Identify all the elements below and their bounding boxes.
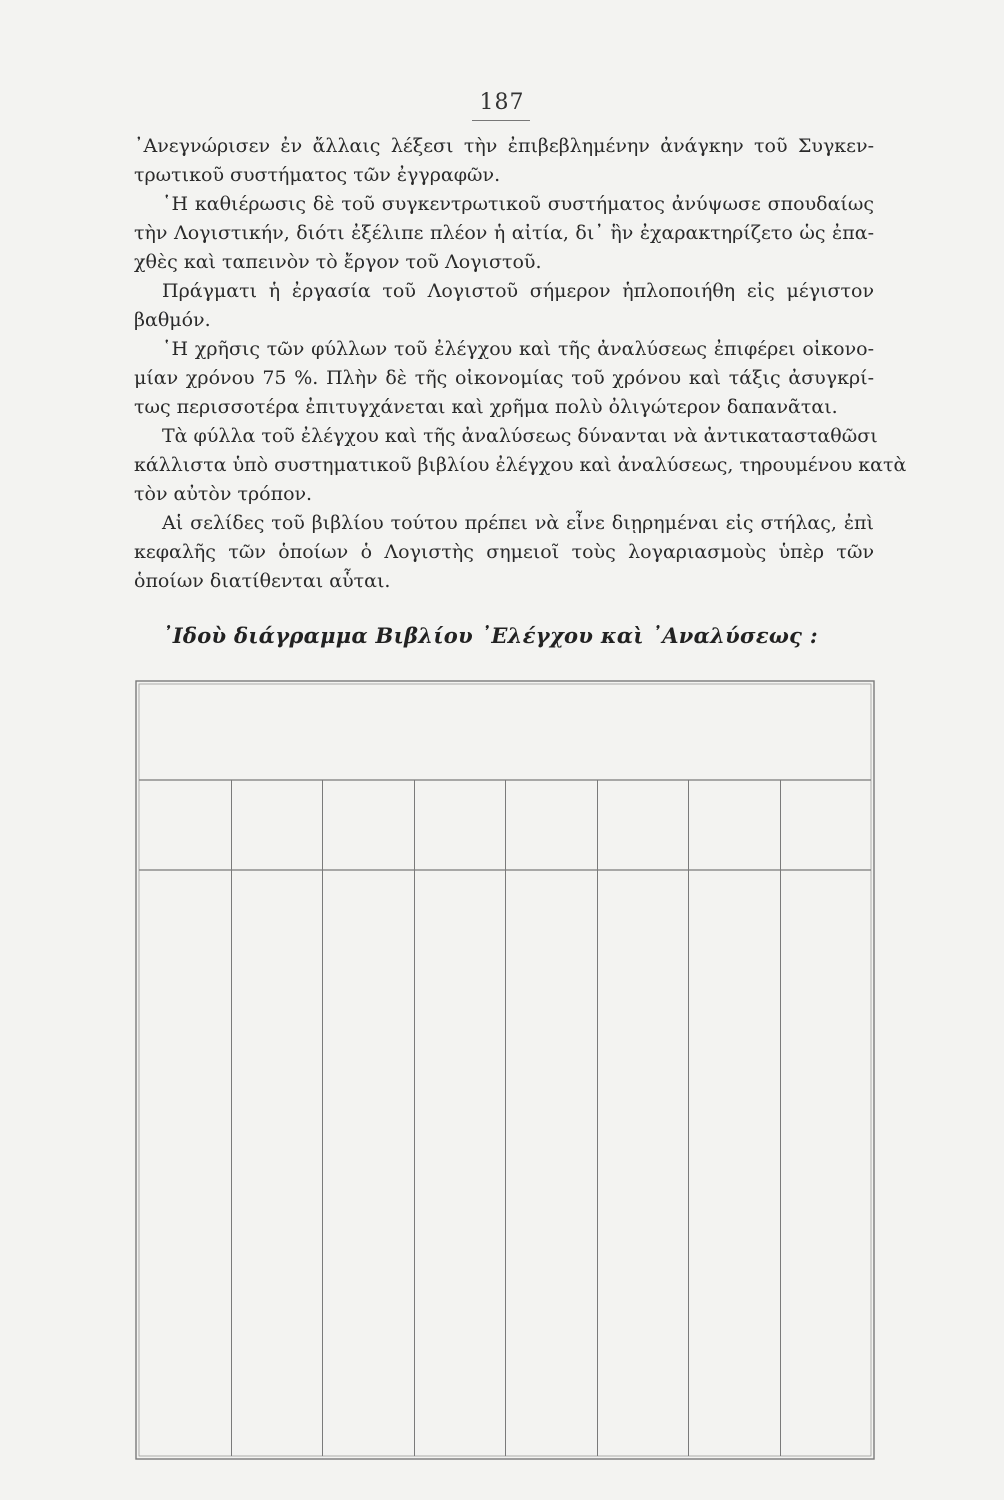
page-number-rule — [472, 120, 530, 121]
body-line: Αἱ σελίδες τοῦ βιβλίου τούτου πρέπει νὰ εἶνε διῃρημέναι εἰς στήλας, ἐπὶ — [162, 512, 874, 534]
body-line: ᾿Ανεγνώρισεν ἐν ἄλλαις λέξεσι τὴν ἐπιβεβλημένην ἀνάγκην τοῦ Συγκεν- — [134, 135, 874, 157]
body-line: ῾Η καθιέρωσις δὲ τοῦ συγκεντρωτικοῦ συστήματος ἀνύψωσε σπουδαίως — [162, 193, 874, 215]
ledger-diagram-svg — [135, 680, 875, 1460]
diagram-caption: ᾿Ιδοὺ διάγραμμα Βιβλίου ᾿Ελέγχου καὶ ᾿Αναλύσεως : — [162, 623, 818, 648]
page-number: 187 — [479, 90, 525, 115]
ledger-diagram — [135, 680, 875, 1460]
body-line: ὁποίων διατίθενται αὗται. — [134, 570, 391, 592]
body-line: μίαν χρόνου 75 %. Πλὴν δὲ τῆς οἰκονομίας τοῦ χρόνου καὶ τάξις ἀσυγκρί- — [134, 367, 874, 389]
body-line: ῾Η χρῆσις τῶν φύλλων τοῦ ἐλέγχου καὶ τῆς ἀναλύσεως ἐπιφέρει οἰκονο- — [162, 338, 874, 360]
body-line: τὸν αὐτὸν τρόπον. — [134, 483, 313, 505]
body-line: βαθμόν. — [134, 309, 211, 331]
body-text — [134, 132, 907, 596]
body-line: κάλλιστα ὑπὸ συστηματικοῦ βιβλίου ἐλέγχου καὶ ἀναλύσεως, τηρουμένου κατὰ — [134, 454, 907, 476]
body-line: χθὲς καὶ ταπεινὸν τὸ ἔργον τοῦ Λογιστοῦ. — [134, 251, 542, 273]
body-line: κεφαλῆς τῶν ὁποίων ὁ Λογιστὴς σημειοῖ τοὺς λογαριασμοὺς ὑπὲρ τῶν — [134, 541, 874, 563]
body-line: Τὰ φύλλα τοῦ ἐλέγχου καὶ τῆς ἀναλύσεως δύνανται νὰ ἀντικατασταθῶσι — [162, 425, 878, 447]
body-line: τὴν Λογιστικήν, διότι ἐξέλιπε πλέον ἡ αἰτία, δι᾿ ἣν ἐχαρακτηρίζετο ὡς ἐπα- — [134, 222, 874, 244]
body-line: τως περισσοτέρα ἐπιτυγχάνεται καὶ χρῆμα πολὺ ὀλιγώτερον δαπανᾶται. — [134, 396, 838, 418]
body-line: Πράγματι ἡ ἐργασία τοῦ Λογιστοῦ σήμερον ἡπλοποιήθη εἰς μέγιστον — [162, 280, 874, 302]
ledger-columns — [232, 780, 781, 1456]
body-line: τρωτικοῦ συστήματος τῶν ἐγγραφῶν. — [134, 164, 501, 186]
